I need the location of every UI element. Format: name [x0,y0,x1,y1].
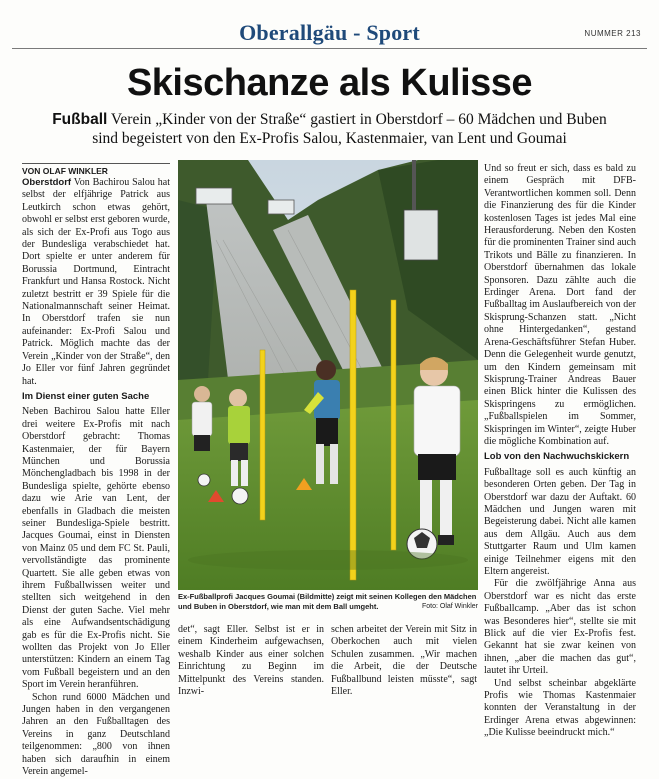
byline: VON OLAF WINKLER [22,163,170,176]
paragraph: Schon rund 6000 Mädchen und Jungen haben in den vergangenen Jahren an den Fußballtagen des Vereins in ganz Deutschland teilgenommen: „800 von ihnen haben sich daraufhin in einem Verein angemel- [22,691,170,778]
paragraph [22,177,170,388]
photo-caption [178,592,478,611]
paragraph: schen arbeitet der Verein mit Sitz in Oberkochen auch mit vielen Schulen zusammen. „Wir machen die Arbeit, die der Deutsche Fußballbund leisten müsste“, sagt Eller. [331,624,477,698]
caption-text: Ex-Fußballprofi Jacques Goumai (Bildmitte) zeigt mit seinen Kollegen den Mädchen und Buben in Oberstdorf, wie man mit dem Ball umgeht. [178,592,477,611]
section-header [12,14,647,49]
subhead-text: Verein „Kinder von der Straße“ gastiert in Oberstdorf – 60 Mädchen und Buben sind begeistert von den Ex-Profis Salou, Kastenmaier, van Lent und Goumai [92,111,607,147]
paragraph: Neben Bachirou Salou hatte Eller drei weitere Ex-Profis mit nach Oberstdorf gebracht: Thomas Kastenmaier, der für Bayern München und Borussia Mönchengladbach bis 1998 in der Bundesliga spielte, gehörte ebenso dazu wie Arie van Lent, der ebenfalls in Gladbach die meisten seiner Bundesliga-Spiele bestritt. Jacques Goumai, einst in Diensten von Mainz 05 und dem FC St. Pauli, vervollständigte das prominente Quartett. Sie alle geben etwas von ihrem Fußballwissen weiter und stellten sich weitgehend in den Dienst der guten Sache. Viel mehr als eine Aufwandsentschädigung gab es für die Ex-Profis nicht. Sie wollten das Projekt von Jo Eller unterstützen: Kindern an einem Tag vom Fußball begeistern und an den Sport im Verein heranführen. [22,406,170,691]
article-column-3 [331,624,477,696]
paragraph-text: Von Bachirou Salou hat selbst der elfjährige Patrick aus Leutkirch schon etwas gehört, obwohl er selbst erst geboren wurde, als sich der Ex-Profi aus Togo aus der Bundesliga verabschiedet hat. Dort spielte er unter anderem für Borussia Dortmund, Eintracht Frankfurt und Hansa Rostock. Nicht zuletzt bestritt er 39 Spiele für die Nationalmannschaft seiner Heimat. In Oberstdorf trafen sie nun aufeinander: Ex-Profi Salou und Patrick. Möglich machte das der Verein „Kinder von der Straße“, den Jo Eller vor fünf Jahren gegründet hat. [22,177,170,387]
dateline-place: Oberstdorf [22,177,72,188]
article-column-4 [484,163,636,739]
paragraph: Und so freut er sich, dass es bald zu einem Gespräch mit DFB-Verantwortlichen kommen soll. Denn die Finanzierung des für die Kinder kostenlosen Tages ist jedes Mal eine Herausforderung. Neben den Kosten für die prominenten Trainer sind auch Trikots und Bälle zu finanzieren. In Oberstdorf übernahmen das lokale Sponsoren. Dazu zählte auch die Erdinger Arena. Dort fand der Fußballtag im Auslaufbereich von der Skisprung-Schanzen statt. „Nicht ohne Hintergedanken“, gestand Arena-Geschäftsführer Stefan Huber. Denn die Gelegenheit wurde genutzt, um den Kindern gemeinsam mit Skisprung-Trainer Andreas Bauer einen Blick hinter die Kulissen des Skispringens zu ermöglichen. „Fußballspielen im Sommer, Skispringen im Winter“, zeigte Huber die mögliche Kombination auf. [484,163,636,447]
issue-number: NUMMER 213 [584,29,641,38]
article-column-2 [178,624,324,696]
ski-jump-soccer-photo [178,160,478,590]
paragraph: Für die zwölfjährige Anna aus Oberstdorf war es nicht das erste Fußballcamp. „Aber das ist schon was Besonderes hier“, stellte sie mit Blick auf die vier Ex-Profis fest. Gekannt hat sie zwar keinen von ihnen, „aber die machen das gut“, lautet ihr Urteil. [484,578,636,677]
subhead-kicker: Fußball [52,111,108,128]
photo-credit: Foto: Olaf Winkler [421,602,478,610]
paragraph: det“, sagt Eller. Selbst ist er in einem Kinderheim aufgewachsen, weshalb Kinder aus einer solchen Einrichtung zu Beginn im Mittelpunkt des Vereins standen. Inzwi- [178,624,324,698]
paragraph: Fußballtage soll es auch künftig an besonderen Orten geben. Der Tag in Oberstdorf war dazu der Auftakt. 60 Mädchen und Jungen waren mit Begeisterung dabei. Nicht alle kamen aus dem Allgäu. Auch aus dem Stuttgarter Raum und Ulm kamen einige Teilnehmer eigens mit den Eltern angereist. [484,466,636,577]
subheading: Im Dienst einer guten Sache [22,390,150,402]
article-photo [178,160,478,590]
article-headline: Skischanze als Kulisse [126,62,533,104]
article-column-1 [22,177,170,778]
subheading: Lob von den Nachwuchskickern [484,451,630,463]
paragraph: Und selbst scheinbar abgeklärte Profis wie Thomas Kastenmaier konnten der Veranstaltung in der Erdinger Arena etwas abgewinnen: „Die Kulisse beeindruckt mich.“ [484,677,636,739]
article-subhead [40,110,619,148]
section-title: Oberallgäu - Sport [239,20,420,45]
